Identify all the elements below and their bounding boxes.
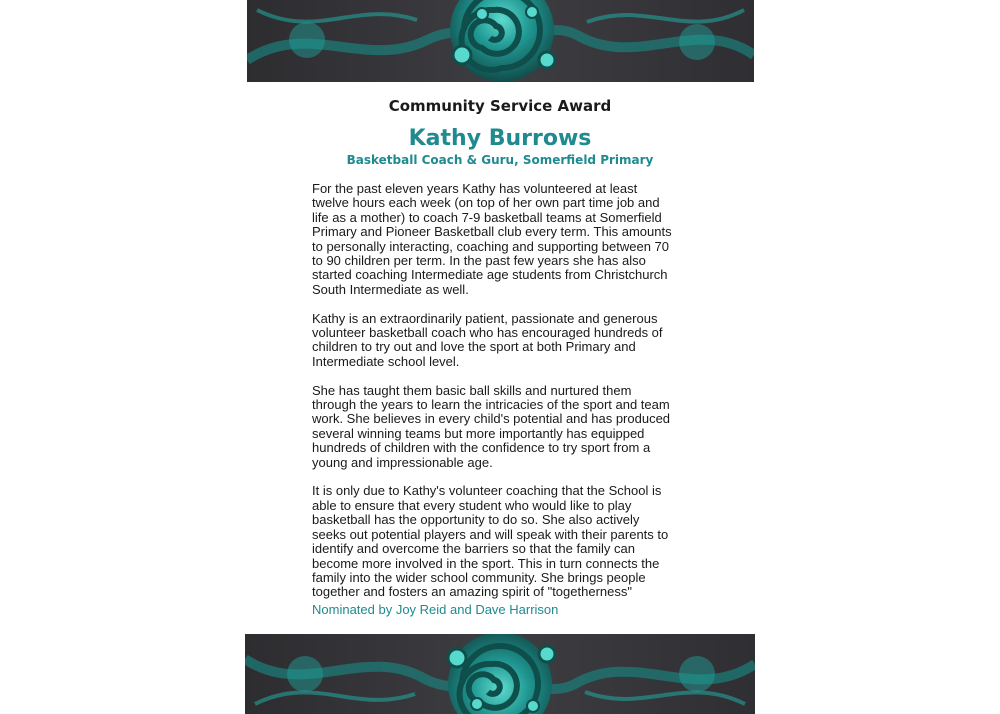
citation-paragraph: She has taught them basic ball skills and nurtured them through the years to learn the intricacies of the sport and team work. She believes in every child's potential and has produced several winning teams but more importantly has equipped hundreds of children with the confidence to try sport from a young and impressionable age. bbox=[312, 382, 671, 470]
citation-body bbox=[312, 182, 692, 618]
citation-paragraph: For the past eleven years Kathy has volunteered at least twelve hours each week (on top of her own part time job and life as a mother) to coach 7-9 basketball teams at Somerfield Primary and Pioneer Basketball club every term. This amounts to personally interacting, coaching and supporting between 70 to 90 children per term. In the past few years she has also started coaching Intermediate age students from Christchurch South Intermediate as well. bbox=[312, 181, 672, 297]
citation-paragraph: It is only due to Kathy's volunteer coaching that the School is able to ensure that every student who would like to play basketball has the opportunity to do so. She also actively seeks out potential players and will speak with their parents to identify and overcome the barriers so that the family can become more involved in the sport. This in turn connects the family into the wider school community. She brings people together and fosters an amazing spirit of "togetherness" bbox=[312, 483, 669, 600]
nominated-by: Nominated by Joy Reid and Dave Harrison bbox=[312, 601, 559, 617]
koru-spiral-icon bbox=[245, 634, 755, 714]
koru-banner-top bbox=[247, 0, 754, 82]
citation-paragraph: Kathy is an extraordinarily patient, passionate and generous volunteer basketball coach who has encouraged hundreds of children to try out and love the sport at both Primary and Intermediate school level. bbox=[312, 310, 663, 369]
koru-banner-bottom bbox=[245, 634, 755, 714]
award-content bbox=[250, 96, 750, 618]
awardee-name: Kathy Burrows bbox=[408, 126, 592, 151]
awardee-role: Basketball Coach & Guru, Somerfield Primary bbox=[346, 153, 654, 167]
award-title: Community Service Award bbox=[388, 97, 612, 115]
koru-spiral-icon bbox=[247, 0, 754, 82]
